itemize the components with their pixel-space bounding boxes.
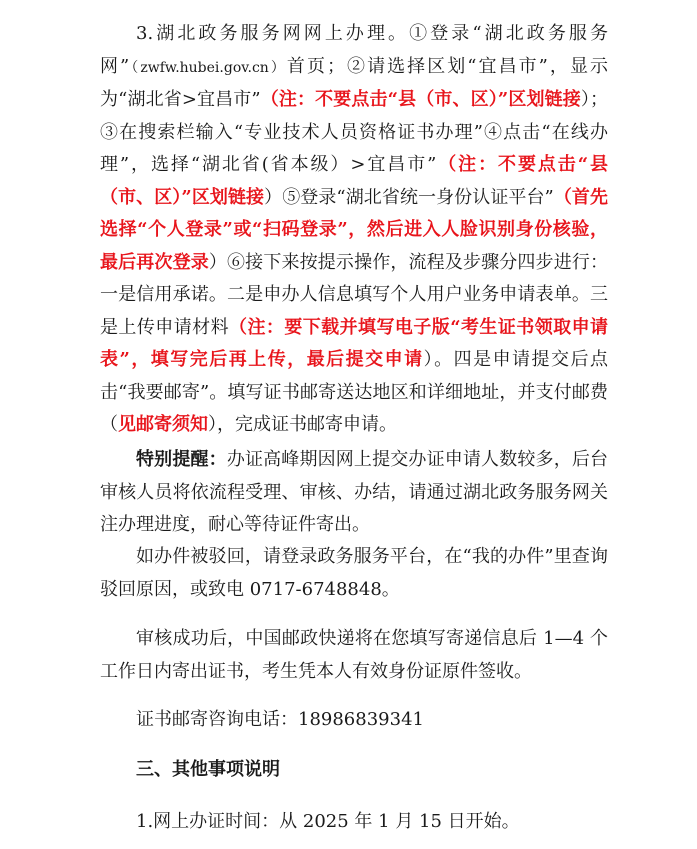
step-mail-request: ）。四是申请提交后点击“我要邮寄”。填写证书邮寄送达地区和详细地址，并支付邮费（: [100, 349, 608, 435]
note-upload-form: （注：要下载并填写电子版“考生证书领取申请表”，填写完后再上传，最后提交申请: [100, 316, 609, 370]
special-reminder-text: 办证高峰期因网上提交办证申请人数较多，后台审核人员将依流程受理、审核、办结，请通过湖北政务服务网关注办理进度，耐心等待证件寄出。: [100, 449, 609, 535]
step-login-auth: ）⑤登录“湖北省统一身份认证平台”: [264, 186, 554, 208]
note-mail-notice: 见邮寄须知: [118, 414, 208, 435]
step-search-apply: ）；③在搜索栏输入“专业技术人员资格证书办理”④点击“在线办理”，选择“湖北省(省本级）>宜昌市”: [100, 89, 608, 175]
paragraph-online-process: [100, 18, 608, 442]
note-no-county-link-2: （注：不要点击“县（市、区）”区划链接: [100, 154, 608, 208]
paragraph-delivery-note: 审核成功后，中国邮政快递将在您填写寄递信息后 1—4 个工作日内寄出证书，考生凭本人有效身份证原件签收。: [100, 628, 608, 682]
section-heading: 三、其他事项说明: [136, 759, 280, 780]
special-reminder-label: 特别提醒：: [136, 449, 227, 470]
paragraph-special-reminder: [100, 444, 608, 542]
step-four-steps: ）⑥接下来按提示操作，流程及步骤分四步进行：一是信用承诺。二是申办人信息填写个人用户业务申请表单。三是上传申请材料: [100, 251, 608, 338]
note-login-method: （首先选择“个人登录”或“扫码登录”，然后进入人脸识别身份核验，最后再次登录: [100, 186, 608, 273]
step-complete: ），完成证书邮寄申请。: [208, 414, 397, 435]
consult-phone: 证书邮寄咨询电话：18986839341: [136, 709, 424, 730]
paragraph-rejected-note: 如办件被驳回，请登录政务服务平台，在“我的办件”里查询驳回原因，或致电 0717-6748848。: [100, 546, 608, 600]
item-online-start-date: 1.网上办证时间：从 2025 年 1 月 15 日开始。: [136, 811, 520, 832]
note-no-county-link-1: （注：不要点击“县（市、区）”区划链接: [260, 89, 581, 110]
step-intro: 3.湖北政务服务网网上办理。①登录“湖北政务服务网”: [100, 23, 608, 77]
website-url: （zwfw.hubei.gov.cn）: [129, 59, 287, 76]
step-select-region: 首页；②请选择区划“宜昌市”，显示为“湖北省>宜昌市”: [100, 55, 609, 110]
